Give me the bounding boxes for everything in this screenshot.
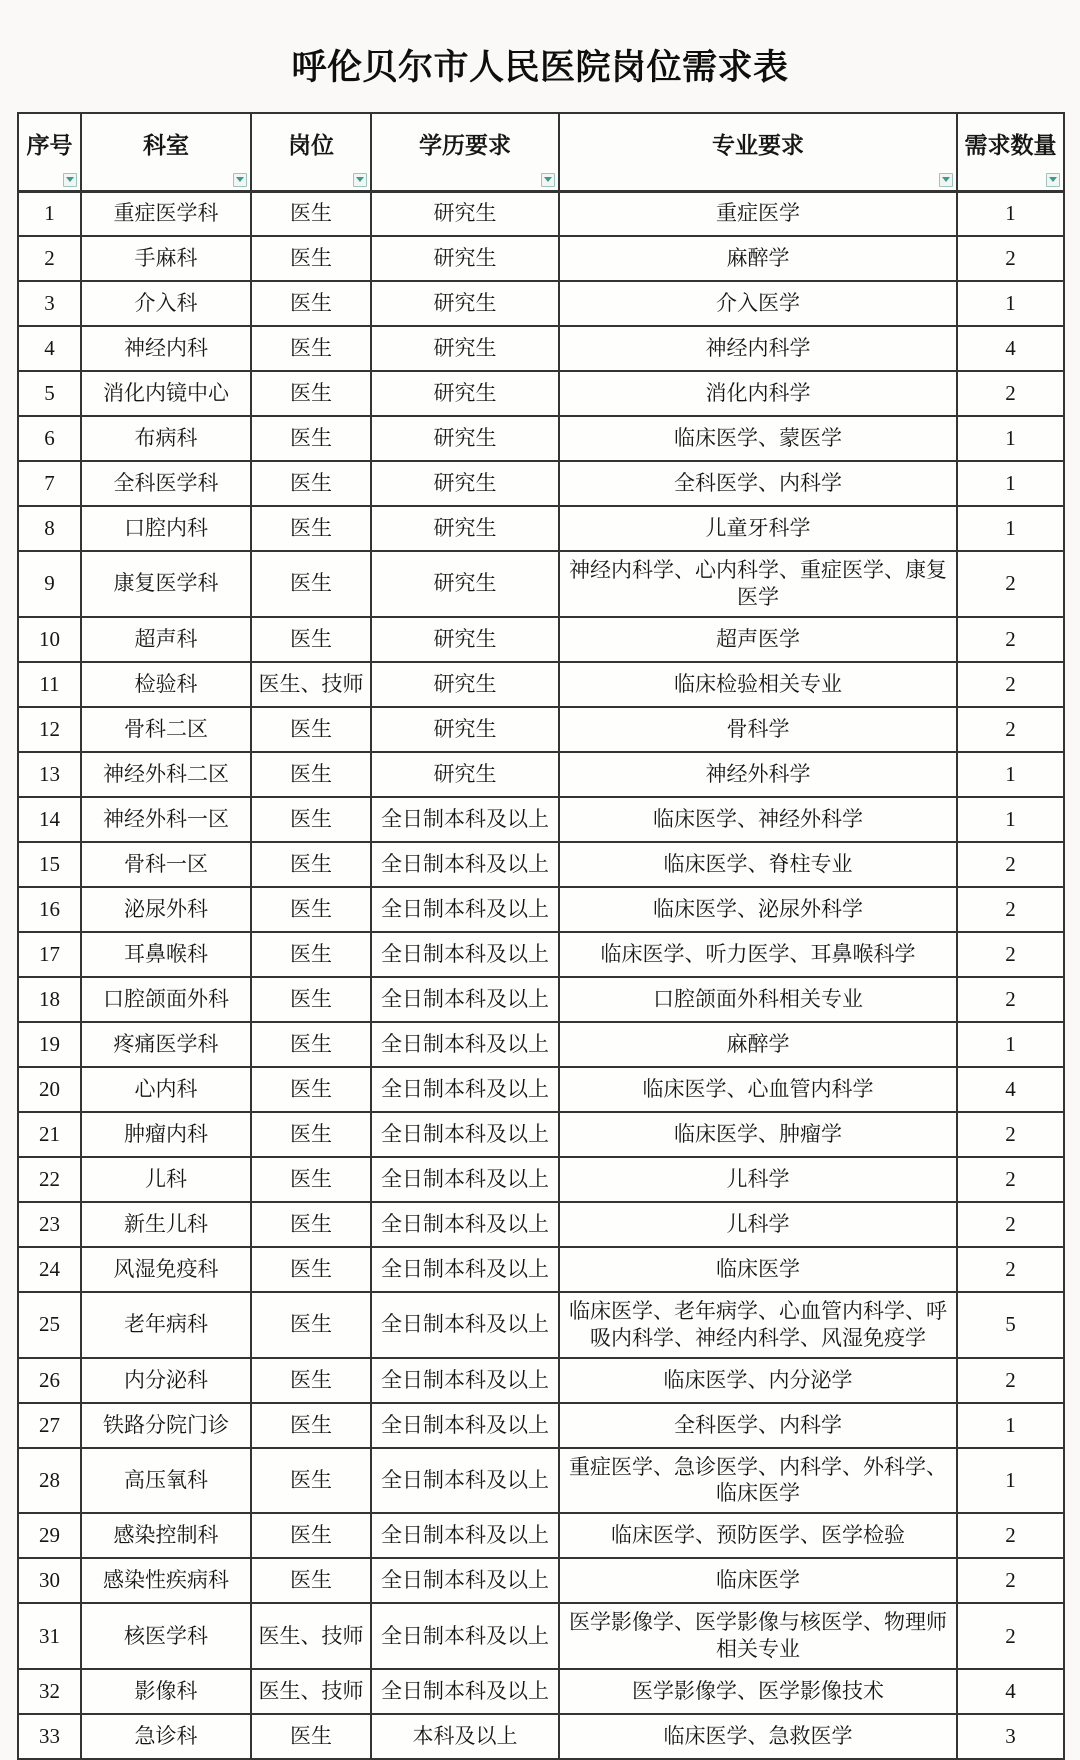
cell-education: 研究生 xyxy=(371,752,559,797)
cell-position: 医生 xyxy=(251,461,371,506)
table-row xyxy=(18,236,1064,281)
cell-position: 医生 xyxy=(251,1157,371,1202)
cell-count: 4 xyxy=(957,326,1064,371)
cell-seq: 6 xyxy=(18,416,81,461)
cell-seq: 12 xyxy=(18,707,81,752)
cell-department: 老年病科 xyxy=(81,1292,251,1358)
cell-major: 临床医学、肿瘤学 xyxy=(559,1112,957,1157)
cell-education: 研究生 xyxy=(371,506,559,551)
cell-position: 医生 xyxy=(251,551,371,617)
column-header-seq-label: 序号 xyxy=(26,133,73,159)
cell-education: 全日制本科及以上 xyxy=(371,887,559,932)
cell-department: 新生儿科 xyxy=(81,1202,251,1247)
cell-position: 医生、技师 xyxy=(251,1669,371,1714)
cell-department: 骨科二区 xyxy=(81,707,251,752)
cell-seq: 24 xyxy=(18,1247,81,1292)
cell-position: 医生 xyxy=(251,1022,371,1067)
cell-major: 儿科学 xyxy=(559,1157,957,1202)
cell-count: 1 xyxy=(957,1022,1064,1067)
table-row xyxy=(18,1669,1064,1714)
cell-count: 2 xyxy=(957,977,1064,1022)
cell-major: 儿童牙科学 xyxy=(559,506,957,551)
cell-count: 1 xyxy=(957,461,1064,506)
cell-position: 医生 xyxy=(251,1067,371,1112)
cell-education: 本科及以上 xyxy=(371,1714,559,1759)
cell-position: 医生 xyxy=(251,977,371,1022)
cell-education: 研究生 xyxy=(371,617,559,662)
cell-seq: 17 xyxy=(18,932,81,977)
cell-education: 全日制本科及以上 xyxy=(371,977,559,1022)
cell-department: 神经外科一区 xyxy=(81,797,251,842)
cell-count: 1 xyxy=(957,281,1064,326)
cell-department: 儿科 xyxy=(81,1157,251,1202)
cell-seq: 14 xyxy=(18,797,81,842)
header-row xyxy=(18,113,1064,191)
column-header-count-label: 需求数量 xyxy=(964,133,1057,159)
cell-count: 2 xyxy=(957,1358,1064,1403)
job-demand-table xyxy=(17,112,1065,1760)
table-row xyxy=(18,662,1064,707)
cell-count: 1 xyxy=(957,506,1064,551)
cell-position: 医生 xyxy=(251,1403,371,1448)
cell-count: 2 xyxy=(957,842,1064,887)
cell-seq: 13 xyxy=(18,752,81,797)
cell-education: 研究生 xyxy=(371,326,559,371)
cell-education: 全日制本科及以上 xyxy=(371,1558,559,1603)
cell-count: 2 xyxy=(957,551,1064,617)
cell-education: 研究生 xyxy=(371,707,559,752)
cell-department: 布病科 xyxy=(81,416,251,461)
cell-count: 1 xyxy=(957,191,1064,236)
cell-education: 全日制本科及以上 xyxy=(371,1513,559,1558)
cell-department: 全科医学科 xyxy=(81,461,251,506)
column-header-education xyxy=(371,113,559,191)
cell-major: 麻醉学 xyxy=(559,1022,957,1067)
cell-major: 骨科学 xyxy=(559,707,957,752)
cell-education: 全日制本科及以上 xyxy=(371,1358,559,1403)
table-row xyxy=(18,551,1064,617)
cell-education: 全日制本科及以上 xyxy=(371,1448,559,1514)
caret-down-icon xyxy=(66,177,74,182)
cell-major: 临床医学、听力医学、耳鼻喉科学 xyxy=(559,932,957,977)
cell-position: 医生 xyxy=(251,1292,371,1358)
cell-seq: 25 xyxy=(18,1292,81,1358)
cell-department: 康复医学科 xyxy=(81,551,251,617)
caret-down-icon xyxy=(356,177,364,182)
cell-count: 1 xyxy=(957,1448,1064,1514)
cell-department: 心内科 xyxy=(81,1067,251,1112)
table-row xyxy=(18,977,1064,1022)
cell-position: 医生 xyxy=(251,1558,371,1603)
table-row xyxy=(18,617,1064,662)
table-row xyxy=(18,1022,1064,1067)
cell-count: 2 xyxy=(957,932,1064,977)
cell-position: 医生 xyxy=(251,191,371,236)
table-row xyxy=(18,1112,1064,1157)
cell-education: 研究生 xyxy=(371,191,559,236)
cell-seq: 19 xyxy=(18,1022,81,1067)
cell-education: 研究生 xyxy=(371,551,559,617)
cell-seq: 2 xyxy=(18,236,81,281)
cell-department: 神经内科 xyxy=(81,326,251,371)
cell-major: 临床医学、心血管内科学 xyxy=(559,1067,957,1112)
table-row xyxy=(18,1358,1064,1403)
cell-education: 全日制本科及以上 xyxy=(371,1669,559,1714)
column-header-education-label: 学历要求 xyxy=(419,133,511,159)
cell-count: 1 xyxy=(957,752,1064,797)
table-row xyxy=(18,1292,1064,1358)
cell-department: 影像科 xyxy=(81,1669,251,1714)
cell-position: 医生 xyxy=(251,707,371,752)
cell-seq: 18 xyxy=(18,977,81,1022)
cell-department: 超声科 xyxy=(81,617,251,662)
cell-education: 全日制本科及以上 xyxy=(371,797,559,842)
cell-department: 消化内镜中心 xyxy=(81,371,251,416)
table-row xyxy=(18,752,1064,797)
cell-count: 2 xyxy=(957,707,1064,752)
column-header-count xyxy=(957,113,1064,191)
cell-seq: 5 xyxy=(18,371,81,416)
cell-seq: 30 xyxy=(18,1558,81,1603)
cell-count: 1 xyxy=(957,797,1064,842)
cell-education: 研究生 xyxy=(371,416,559,461)
cell-education: 研究生 xyxy=(371,662,559,707)
cell-count: 2 xyxy=(957,1157,1064,1202)
cell-education: 全日制本科及以上 xyxy=(371,1247,559,1292)
table-row xyxy=(18,461,1064,506)
filter-dropdown-icon[interactable] xyxy=(63,173,77,187)
column-header-department-label: 科室 xyxy=(143,133,189,159)
cell-education: 全日制本科及以上 xyxy=(371,842,559,887)
cell-count: 4 xyxy=(957,1669,1064,1714)
cell-major: 神经内科学、心内科学、重症医学、康复医学 xyxy=(559,551,957,617)
cell-education: 全日制本科及以上 xyxy=(371,1603,559,1669)
cell-department: 铁路分院门诊 xyxy=(81,1403,251,1448)
table-row xyxy=(18,326,1064,371)
cell-department: 介入科 xyxy=(81,281,251,326)
cell-count: 2 xyxy=(957,1513,1064,1558)
table-row xyxy=(18,1558,1064,1603)
cell-major: 临床医学、泌尿外科学 xyxy=(559,887,957,932)
cell-seq: 7 xyxy=(18,461,81,506)
caret-down-icon xyxy=(236,177,244,182)
cell-count: 2 xyxy=(957,236,1064,281)
table-row xyxy=(18,1603,1064,1669)
cell-major: 口腔颌面外科相关专业 xyxy=(559,977,957,1022)
cell-major: 临床医学、神经外科学 xyxy=(559,797,957,842)
cell-department: 泌尿外科 xyxy=(81,887,251,932)
cell-major: 医学影像学、医学影像与核医学、物理师相关专业 xyxy=(559,1603,957,1669)
table-row xyxy=(18,191,1064,236)
caret-down-icon xyxy=(942,177,950,182)
cell-position: 医生 xyxy=(251,887,371,932)
cell-position: 医生 xyxy=(251,236,371,281)
cell-position: 医生 xyxy=(251,797,371,842)
cell-education: 全日制本科及以上 xyxy=(371,1022,559,1067)
cell-seq: 11 xyxy=(18,662,81,707)
cell-position: 医生 xyxy=(251,1247,371,1292)
table-row xyxy=(18,1157,1064,1202)
cell-major: 临床医学、老年病学、心血管内科学、呼吸内科学、神经内科学、风湿免疫学 xyxy=(559,1292,957,1358)
cell-seq: 3 xyxy=(18,281,81,326)
cell-department: 骨科一区 xyxy=(81,842,251,887)
cell-major: 消化内科学 xyxy=(559,371,957,416)
cell-education: 全日制本科及以上 xyxy=(371,1292,559,1358)
cell-major: 临床检验相关专业 xyxy=(559,662,957,707)
cell-major: 临床医学、蒙医学 xyxy=(559,416,957,461)
cell-count: 2 xyxy=(957,887,1064,932)
cell-position: 医生、技师 xyxy=(251,1603,371,1669)
column-header-seq xyxy=(18,113,81,191)
cell-department: 高压氧科 xyxy=(81,1448,251,1514)
cell-education: 全日制本科及以上 xyxy=(371,1403,559,1448)
cell-education: 研究生 xyxy=(371,371,559,416)
cell-count: 2 xyxy=(957,1202,1064,1247)
cell-seq: 15 xyxy=(18,842,81,887)
cell-position: 医生 xyxy=(251,1513,371,1558)
column-header-major xyxy=(559,113,957,191)
cell-major: 神经内科学 xyxy=(559,326,957,371)
cell-position: 医生 xyxy=(251,281,371,326)
cell-position: 医生 xyxy=(251,1448,371,1514)
table-row xyxy=(18,1403,1064,1448)
cell-count: 1 xyxy=(957,416,1064,461)
cell-seq: 16 xyxy=(18,887,81,932)
cell-seq: 22 xyxy=(18,1157,81,1202)
cell-department: 口腔颌面外科 xyxy=(81,977,251,1022)
cell-seq: 23 xyxy=(18,1202,81,1247)
filter-dropdown-icon[interactable] xyxy=(541,173,555,187)
cell-major: 儿科学 xyxy=(559,1202,957,1247)
filter-dropdown-icon[interactable] xyxy=(353,173,367,187)
cell-department: 耳鼻喉科 xyxy=(81,932,251,977)
cell-major: 神经外科学 xyxy=(559,752,957,797)
cell-department: 手麻科 xyxy=(81,236,251,281)
column-header-major-label: 专业要求 xyxy=(712,133,804,159)
cell-count: 2 xyxy=(957,1112,1064,1157)
column-header-position-label: 岗位 xyxy=(288,133,334,159)
cell-major: 超声医学 xyxy=(559,617,957,662)
cell-seq: 1 xyxy=(18,191,81,236)
cell-count: 3 xyxy=(957,1714,1064,1759)
caret-down-icon xyxy=(544,177,552,182)
cell-position: 医生 xyxy=(251,1714,371,1759)
cell-department: 口腔内科 xyxy=(81,506,251,551)
cell-position: 医生 xyxy=(251,932,371,977)
cell-seq: 28 xyxy=(18,1448,81,1514)
cell-seq: 8 xyxy=(18,506,81,551)
caret-down-icon xyxy=(1049,177,1057,182)
table-row xyxy=(18,707,1064,752)
cell-major: 临床医学 xyxy=(559,1558,957,1603)
cell-department: 急诊科 xyxy=(81,1714,251,1759)
cell-major: 重症医学、急诊医学、内科学、外科学、临床医学 xyxy=(559,1448,957,1514)
table-row xyxy=(18,1714,1064,1759)
cell-education: 全日制本科及以上 xyxy=(371,1202,559,1247)
cell-position: 医生 xyxy=(251,1112,371,1157)
table-row xyxy=(18,887,1064,932)
cell-department: 疼痛医学科 xyxy=(81,1022,251,1067)
cell-department: 肿瘤内科 xyxy=(81,1112,251,1157)
cell-count: 2 xyxy=(957,1247,1064,1292)
cell-position: 医生 xyxy=(251,371,371,416)
cell-count: 2 xyxy=(957,1603,1064,1669)
cell-seq: 9 xyxy=(18,551,81,617)
filter-dropdown-icon[interactable] xyxy=(939,173,953,187)
cell-major: 介入医学 xyxy=(559,281,957,326)
table-row xyxy=(18,1513,1064,1558)
cell-count: 2 xyxy=(957,617,1064,662)
table-body xyxy=(18,191,1064,1759)
table-row xyxy=(18,1247,1064,1292)
table-row xyxy=(18,1448,1064,1514)
table-row xyxy=(18,281,1064,326)
cell-major: 临床医学、内分泌学 xyxy=(559,1358,957,1403)
cell-position: 医生 xyxy=(251,326,371,371)
cell-seq: 20 xyxy=(18,1067,81,1112)
table-row xyxy=(18,1067,1064,1112)
cell-seq: 26 xyxy=(18,1358,81,1403)
cell-count: 2 xyxy=(957,371,1064,416)
cell-major: 医学影像学、医学影像技术 xyxy=(559,1669,957,1714)
filter-dropdown-icon[interactable] xyxy=(1046,173,1060,187)
column-header-position xyxy=(251,113,371,191)
table-row xyxy=(18,506,1064,551)
cell-department: 感染性疾病科 xyxy=(81,1558,251,1603)
table-row xyxy=(18,932,1064,977)
cell-department: 重症医学科 xyxy=(81,191,251,236)
table-row xyxy=(18,842,1064,887)
cell-seq: 31 xyxy=(18,1603,81,1669)
cell-seq: 33 xyxy=(18,1714,81,1759)
cell-major: 临床医学、预防医学、医学检验 xyxy=(559,1513,957,1558)
cell-position: 医生 xyxy=(251,617,371,662)
cell-education: 全日制本科及以上 xyxy=(371,1067,559,1112)
cell-education: 全日制本科及以上 xyxy=(371,1157,559,1202)
cell-position: 医生 xyxy=(251,506,371,551)
cell-department: 风湿免疫科 xyxy=(81,1247,251,1292)
cell-count: 2 xyxy=(957,662,1064,707)
cell-seq: 10 xyxy=(18,617,81,662)
cell-position: 医生 xyxy=(251,416,371,461)
cell-department: 核医学科 xyxy=(81,1603,251,1669)
cell-major: 全科医学、内科学 xyxy=(559,1403,957,1448)
table-row xyxy=(18,416,1064,461)
cell-education: 全日制本科及以上 xyxy=(371,932,559,977)
cell-position: 医生 xyxy=(251,752,371,797)
cell-department: 神经外科二区 xyxy=(81,752,251,797)
column-header-department xyxy=(81,113,251,191)
cell-position: 医生 xyxy=(251,1358,371,1403)
table-row xyxy=(18,797,1064,842)
cell-major: 临床医学、急救医学 xyxy=(559,1714,957,1759)
cell-major: 全科医学、内科学 xyxy=(559,461,957,506)
table-row xyxy=(18,371,1064,416)
cell-major: 临床医学 xyxy=(559,1247,957,1292)
cell-seq: 27 xyxy=(18,1403,81,1448)
cell-position: 医生 xyxy=(251,1202,371,1247)
cell-position: 医生 xyxy=(251,842,371,887)
cell-department: 内分泌科 xyxy=(81,1358,251,1403)
page-title: 呼伦贝尔市人民医院岗位需求表 xyxy=(291,48,789,87)
cell-seq: 4 xyxy=(18,326,81,371)
table-header xyxy=(18,113,1064,191)
cell-major: 麻醉学 xyxy=(559,236,957,281)
cell-education: 研究生 xyxy=(371,281,559,326)
cell-major: 临床医学、脊柱专业 xyxy=(559,842,957,887)
cell-education: 全日制本科及以上 xyxy=(371,1112,559,1157)
cell-education: 研究生 xyxy=(371,461,559,506)
cell-major: 重症医学 xyxy=(559,191,957,236)
cell-education: 研究生 xyxy=(371,236,559,281)
cell-count: 5 xyxy=(957,1292,1064,1358)
cell-department: 感染控制科 xyxy=(81,1513,251,1558)
cell-seq: 21 xyxy=(18,1112,81,1157)
cell-position: 医生、技师 xyxy=(251,662,371,707)
cell-count: 1 xyxy=(957,1403,1064,1448)
cell-department: 检验科 xyxy=(81,662,251,707)
filter-dropdown-icon[interactable] xyxy=(233,173,247,187)
table-row xyxy=(18,1202,1064,1247)
cell-count: 4 xyxy=(957,1067,1064,1112)
cell-count: 2 xyxy=(957,1558,1064,1603)
cell-seq: 32 xyxy=(18,1669,81,1714)
cell-seq: 29 xyxy=(18,1513,81,1558)
